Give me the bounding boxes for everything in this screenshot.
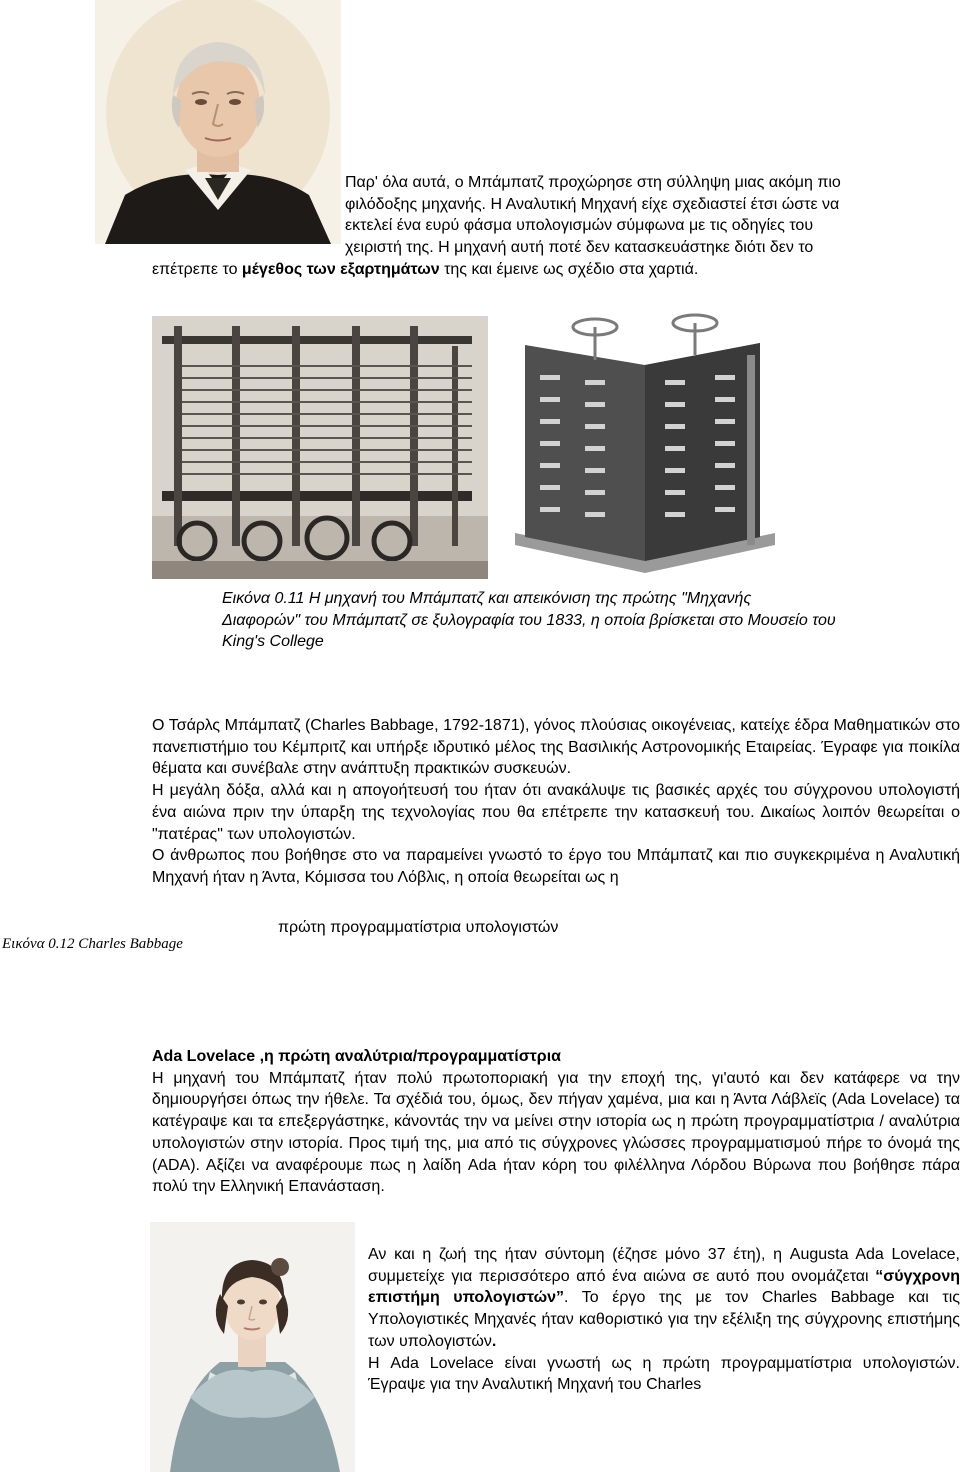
- babbage-paragraph-3-last: πρώτη προγραμματίστρια υπολογιστών: [278, 919, 559, 936]
- difference-engine-photo: [495, 305, 788, 579]
- ada-paragraph-3: Η Ada Lovelace είναι γνωστή ως η πρώτη προγραμματίστρια υπολογιστών. Έγραψε για την Αναλυτική Μηχανή του Charles: [368, 1354, 960, 1394]
- intro-line-1: Παρ' όλα αυτά, ο Μπάμπατζ προχώρησε στη σύλληψη μιας ακόμη πιο: [345, 174, 841, 191]
- intro-last-after: της και έμεινε ως σχέδιο στα χαρτιά.: [439, 261, 699, 278]
- intro-last-line: [152, 259, 960, 281]
- ada-p2-bold: “σύγχρονη επιστήμη υπολογιστών”: [368, 1267, 960, 1307]
- intro-line-3: εκτελεί ένα ευρύ φάσμα υπολογισμών σύμφωνα με τις οδηγίες του: [345, 217, 814, 235]
- babbage-biography: [152, 715, 960, 889]
- ada-heading: Ada Lovelace ,η πρώτη αναλύτρια/προγραμματίστρια: [152, 1048, 561, 1065]
- ada-p2-before: Αν και η ζωή της ήταν σύντομη (έζησε μόνο 37 έτη), η Augusta Ada Lovelace, συμμετείχε για περισσότερο από ένα αιώνα σε αυτό που ονομάζεται: [368, 1246, 960, 1285]
- caption-line-1: Εικόνα 0.11 Η μηχανή του Μπάμπατζ και απεικόνιση της πρώτης "Μηχανής: [222, 590, 752, 607]
- intro-last-bold: μέγεθος των εξαρτημάτων: [241, 261, 440, 278]
- babbage-paragraph-2: Η μεγάλη δόξα, αλλά και η απογοήτευσή του ήταν ότι ανακάλυψε τις βασικές αρχές του σύγχρονου υπολογιστή ένα αιώνα πριν την ύπαρξη της τεχνολογίας που θα επέτρεπε την κατασκευή του. Δικαίως λοιπόν θεωρείται ο "πατέρας" των υπολογιστών.: [152, 782, 960, 843]
- babbage-portrait: [95, 0, 341, 244]
- ada-section: [152, 1046, 960, 1198]
- intro-line-2: φιλόδοξης μηχανής. Η Αναλυτική Μηχανή είχε σχεδιαστεί έτσι ώστε να: [345, 195, 840, 213]
- caption-line-3: King's College: [222, 633, 324, 650]
- intro-last-before: επέτρεπε το: [152, 261, 242, 278]
- ada-p2-dot: .: [491, 1332, 497, 1350]
- caption-line-2: Διαφορών" του Μπάμπατζ σε ξυλογραφία του 1833, η οποία βρίσκεται στο Μουσείο του: [222, 611, 836, 629]
- ada-right-column: [368, 1244, 960, 1396]
- ada-paragraph-1: Η μηχανή του Μπάμπατζ ήταν πολύ πρωτοποριακή για την εποχή της, γι'αυτό και δεν κατάφερε να την δημιουργήσει όπως την ήθελε. Τα σχέδιά του, όμως, δεν πήγαν χαμένα, μια και η Άντα Λάβλεϊς (Ada Lovelace) τα κατέγραψε και τα επεξεργάστηκε, κάνοντάς την να μείνει στην ιστορία ως η πρώτη προγραμματίστρια / αναλύτρια υπολογιστών στην ιστορία. Προς τιμή της, μια από τις σύγχρονες γλώσσες προγραμματισμού πήρε το όνομά της (ADA). Αξίζει να αναφέρουμε πως η λαίδη Ada ήταν κόρη του φιλέλληνα Λόρδου Βύρωνα που βοήθησε πάρα πολύ την Ελληνική Επανάσταση.: [152, 1069, 960, 1196]
- babbage-paragraph-1: Ο Τσάρλς Μπάμπατζ (Charles Babbage, 1792-1871), γόνος πλούσιας οικογένειας, κατείχε έδρα Μαθηματικών στο πανεπιστήμιο του Κέμπριτζ και υπήρξε ιδρυτικό μέλος της Βασιλικής Αστρονομικής Εταιρείας. Έγραφε για ποικίλα θέματα και συνέβαλε στην ανάπτυξη πρακτικών συσκευών.: [152, 717, 960, 778]
- figure-0-12-caption: Εικόνα 0.12 Charles Babbage: [2, 936, 183, 952]
- analytical-engine-photo: [152, 316, 488, 579]
- intro-paragraph: [345, 172, 959, 259]
- ada-lovelace-portrait: [150, 1222, 355, 1472]
- ada-p2-after: . Το έργο της με τον Charles Babbage και τις Υπολογιστικές Μηχανές ήταν καθοριστικό για την εξέλιξη της σύγχρονης επιστήμης των υπολογιστών: [368, 1289, 960, 1350]
- figure-0-11-caption: [222, 588, 960, 653]
- babbage-paragraph-3: Ο άνθρωπος που βοήθησε στο να παραμείνει γνωστό το έργο του Μπάμπατζ και πιο συγκεκριμένα η Αναλυτική Μηχανή ήταν η Άντα, Κόμισσα του Λόβλις, η οποία θεωρείται ως η: [152, 847, 960, 886]
- ada-paragraph-2: [368, 1244, 960, 1353]
- intro-line-4: χειριστή της. Η μηχανή αυτή ποτέ δεν κατασκευάστηκε διότι δεν το: [345, 239, 814, 257]
